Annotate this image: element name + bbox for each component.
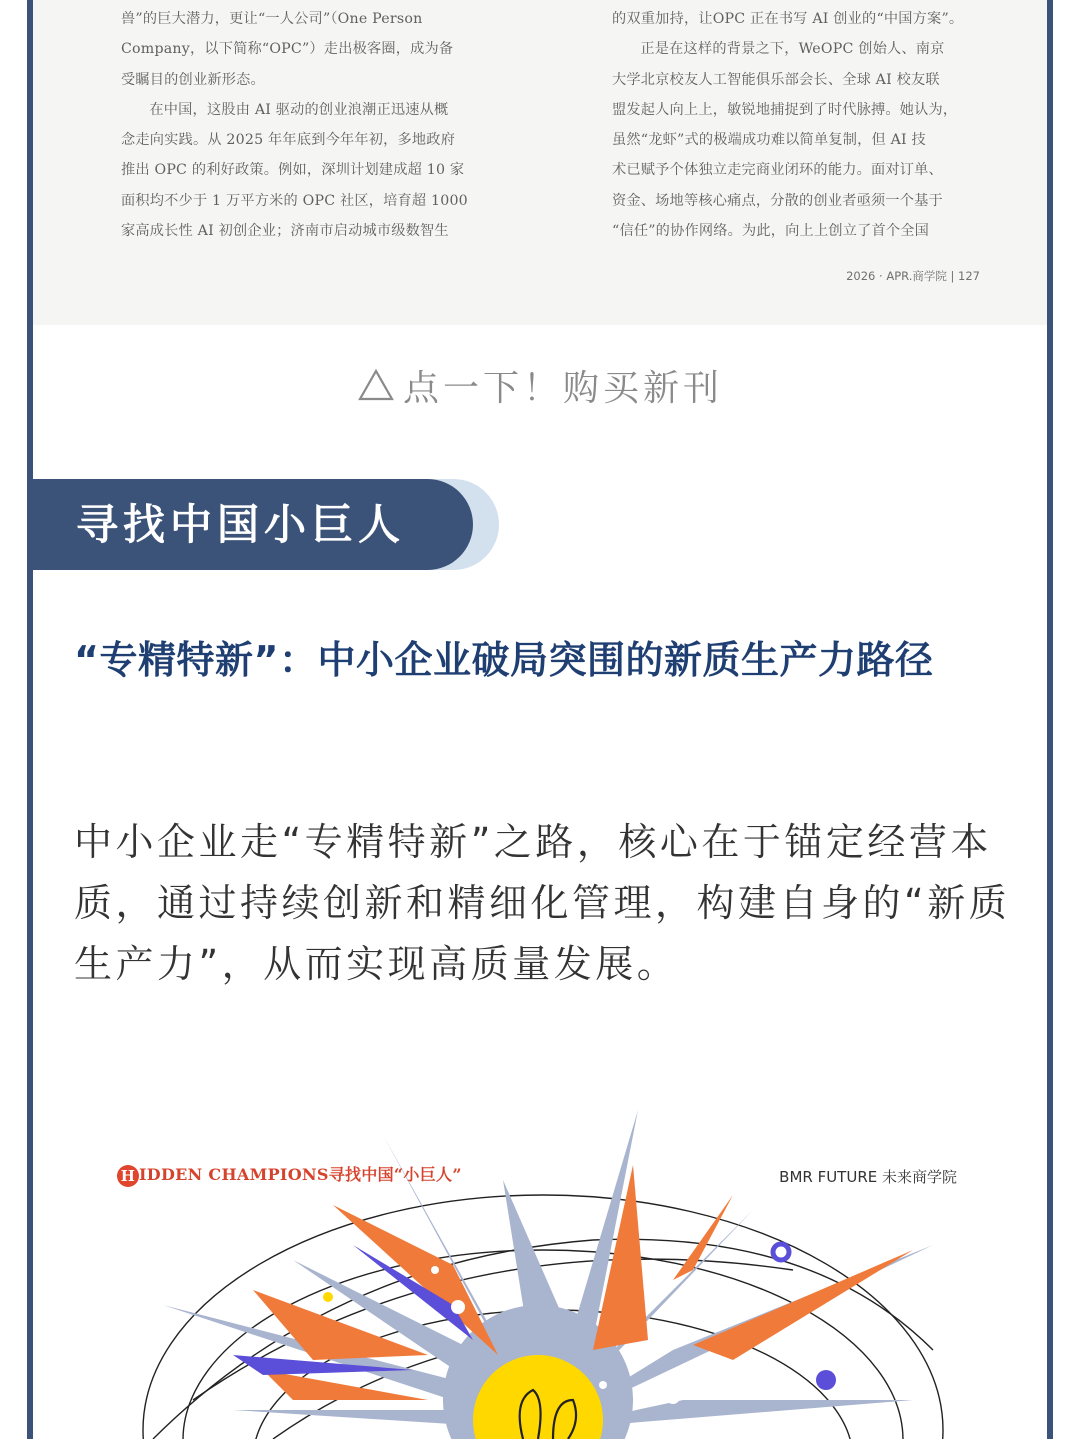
scan-left-line: 兽”的巨大潜力，更让“一人公司”（One Person (121, 11, 423, 27)
section-banner (33, 479, 473, 570)
scan-right-line: 的双重加持，让OPC 正在书写 AI 创业的“中国方案”。 (612, 11, 964, 27)
hidden-champions-text: IDDEN CHAMPIONS寻找中国“小巨人” (139, 1165, 462, 1184)
burst-graphic (33, 1100, 1047, 1439)
scan-right-line: 正是在这样的背景之下，WeOPC 创始人、南京 (640, 41, 945, 58)
page-number: 2026 · APR.商学院 | 127 (846, 269, 980, 283)
red-dot-initial: H (117, 1165, 139, 1187)
triangle-outline-icon (357, 368, 395, 411)
scan-right-column (612, 4, 972, 246)
magazine-page-scan (33, 0, 1047, 325)
scan-left-line: 在中国，这股由 AI 驱动的创业浪潮正迅速从概 (149, 101, 449, 118)
bmr-future-label: BMR FUTURE 未来商学院 (779, 1168, 957, 1186)
scan-right-line: 大学北京校友人工智能俱乐部会长、全球 AI 校友联 (612, 71, 940, 88)
scan-right-line: 盟发起人向上上，敏锐地捕捉到了时代脉搏。她认为， (612, 101, 958, 118)
hidden-champions-label (117, 1162, 462, 1187)
right-frame-border (1047, 0, 1053, 1439)
scan-left-line: 念走向实践。从 2025 年年底到今年年初，多地政府 (121, 132, 456, 149)
scan-left-line: Company，以下简称“OPC”）走出极客圈，成为备 (121, 41, 454, 58)
scan-right-line: 术已赋予个体独立走完商业闭环的能力。面对订单、 (612, 162, 943, 179)
scan-left-line: 家高成长性 AI 初创企业；济南市启动城市级数智生 (121, 223, 449, 240)
section-title: 寻找中国小巨人 (76, 500, 406, 549)
scan-left-column (121, 4, 481, 246)
cover-illustration (33, 1100, 1047, 1439)
scan-right-line: 资金、场地等核心痛点，分散的创业者亟须一个基于 (612, 192, 943, 209)
scan-left-line: 推出 OPC 的利好政策。例如，深圳计划建成超 10 家 (121, 162, 465, 179)
article-heading: “专精特新”：中小企业破局突围的新质生产力路径 (74, 638, 934, 682)
scan-right-line: “信任”的协作网络。为此，向上上创立了首个全国 (612, 223, 930, 240)
cta-label: 点一下！购买新刊 (402, 368, 723, 409)
scan-left-line: 受瞩目的创业新形态。 (121, 71, 265, 88)
article-summary: 中小企业走“专精特新”之路，核心在于锚定经营本质，通过持续创新和精细化管理，构建自身的“新质生产力”，从而实现高质量发展。 (74, 820, 1011, 986)
buy-new-issue-link[interactable] (0, 360, 1080, 411)
scan-left-line: 面积均不少于 1 万平方米的 OPC 社区，培育超 1000 (121, 192, 468, 209)
scan-right-line: 虽然“龙虾”式的极端成功难以简单复制，但 AI 技 (612, 132, 926, 149)
